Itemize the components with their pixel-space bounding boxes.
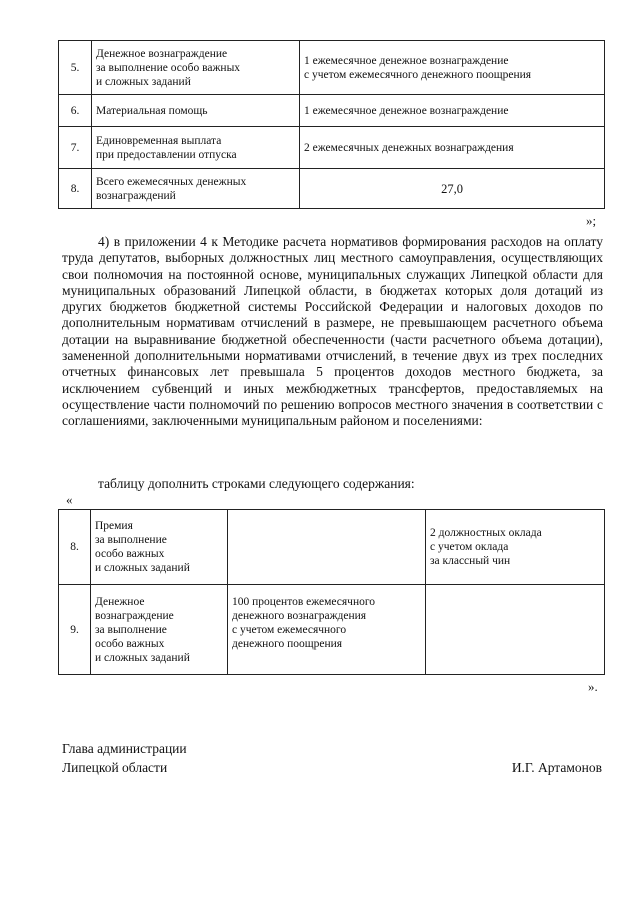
payment-name: Денежное вознаграждение за выполнение особо важных и сложных заданий <box>91 585 228 675</box>
table-row <box>59 169 605 209</box>
amendment-paragraph: 4) в приложении 4 к Методике расчета нормативов формирования расходов на оплату труда депутатов, выборных должностных лиц местного самоуправления, осуществляющих свои полномочия на постоянной основе, муниципальных служащих Липецкой области для муниципальных образований Липецкой области, в бюджетах которых доля дотаций из других бюджетов бюджетной системы Российской Федерации и налоговых доходов по дополнительным нормативам отчислений в размере, не превышающем расчетного объема дотации на выравнивание бюджетной обеспеченности (части расчетного объема дотации), замененной дополнительными нормативами отчислений, в течение двух из трех последних отчетных финансовых лет превышала 5 процентов доходов местного бюджета, за исключением субвенций и иных межбюджетных трансфертов, предоставляемых на осуществление части полномочий по решению вопросов местного значения в соответствии с соглашениями, заключенными муниципальным районом и поселениями: <box>62 234 603 429</box>
table-row <box>59 510 605 585</box>
table-row <box>59 127 605 169</box>
payments-table-1 <box>58 40 605 209</box>
payment-value: 1 ежемесячное денежное вознаграждение <box>300 95 605 127</box>
payment-col2 <box>228 510 426 585</box>
signature-position-line1: Глава администрации <box>62 741 187 756</box>
row-number: 9. <box>59 585 91 675</box>
table-row <box>59 95 605 127</box>
table-addition-line: таблицу дополнить строками следующего содержания: <box>98 476 415 491</box>
row-number: 7. <box>59 127 92 169</box>
payment-col3 <box>426 585 605 675</box>
payment-name: Денежное вознаграждение за выполнение особо важных и сложных заданий <box>92 41 300 95</box>
table-row <box>59 41 605 95</box>
table2-opening-quote: « <box>66 492 73 507</box>
payment-name: Единовременная выплата при предоставлении отпуска <box>92 127 300 169</box>
signature-position-line2: Липецкой области <box>62 760 168 775</box>
payment-value: 2 ежемесячных денежных вознаграждения <box>300 127 605 169</box>
payment-col3: 2 должностных оклада с учетом оклада за классный чин <box>426 510 605 585</box>
row-number: 5. <box>59 41 92 95</box>
payments-table-2 <box>58 509 605 675</box>
row-number: 8. <box>59 169 92 209</box>
table2-closing-quote: ». <box>588 679 598 694</box>
table1-closing-quote: »; <box>586 213 597 228</box>
table-row <box>59 585 605 675</box>
payment-value: 1 ежемесячное денежное вознаграждение с учетом ежемесячного денежного поощрения <box>300 41 605 95</box>
payment-name: Всего ежемесячных денежных вознаграждений <box>92 169 300 209</box>
payment-name: Премия за выполнение особо важных и сложных заданий <box>91 510 228 585</box>
payment-col2: 100 процентов ежемесячного денежного вознаграждения с учетом ежемесячного денежного поощрения <box>228 585 426 675</box>
row-number: 8. <box>59 510 91 585</box>
row-number: 6. <box>59 95 92 127</box>
payment-value: 27,0 <box>300 169 605 209</box>
signature-name: И.Г. Артамонов <box>511 760 602 775</box>
payment-name: Материальная помощь <box>92 95 300 127</box>
